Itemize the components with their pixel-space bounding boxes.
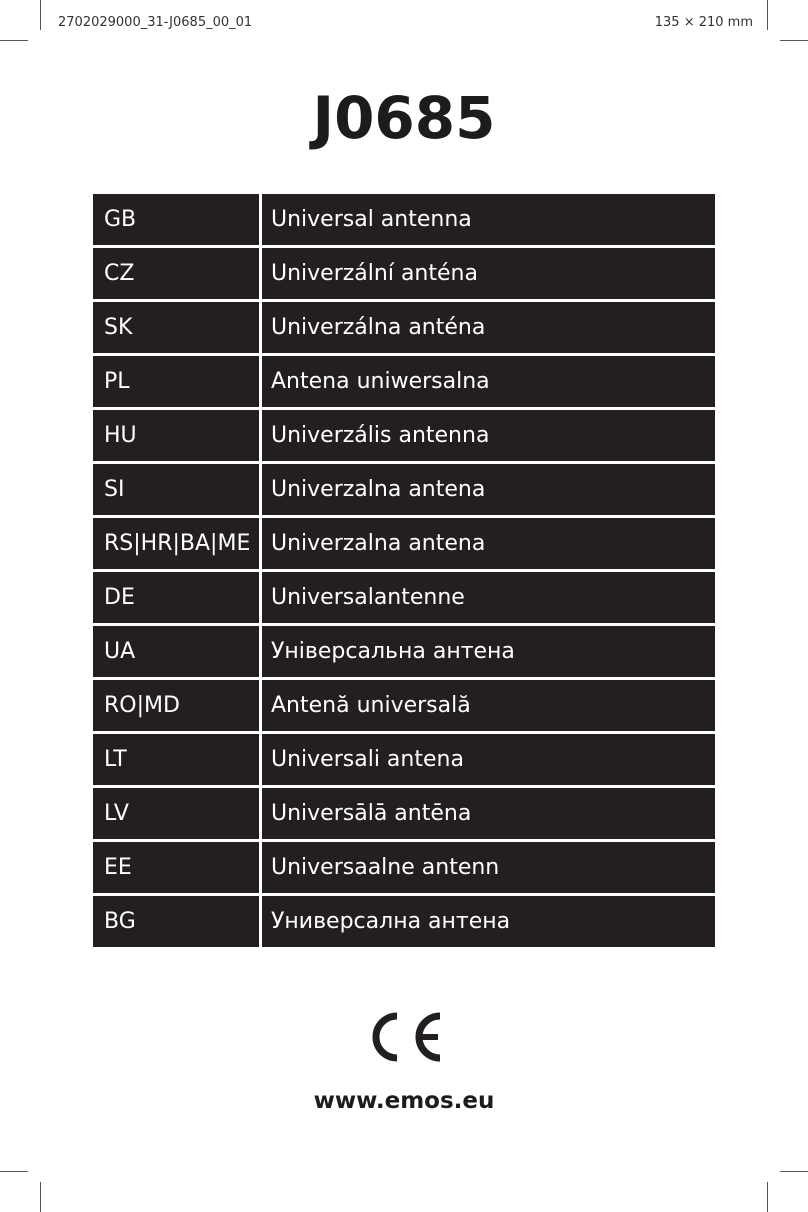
product-name: Universalantenne [262, 572, 715, 623]
product-name: Univerzalna antena [262, 464, 715, 515]
crop-mark-top-left-vertical [40, 0, 41, 30]
table-row [93, 572, 715, 626]
website-link[interactable]: www.emos.eu [313, 1088, 495, 1114]
language-code: EE [93, 842, 259, 893]
crop-mark-bottom-right-horizontal [780, 1171, 808, 1172]
language-code: BG [93, 896, 259, 947]
product-name: Universali antena [262, 734, 715, 785]
ce-mark-icon [364, 1010, 444, 1064]
table-row [93, 788, 715, 842]
table-row [93, 896, 715, 950]
product-name: Antena uniwersalna [262, 356, 715, 407]
crop-mark-top-right-vertical [767, 0, 768, 30]
table-row [93, 680, 715, 734]
language-code: PL [93, 356, 259, 407]
model-title: J0685 [312, 84, 496, 152]
table-row [93, 464, 715, 518]
product-name: Universaalne antenn [262, 842, 715, 893]
language-code: HU [93, 410, 259, 461]
language-code: CZ [93, 248, 259, 299]
product-name: Універсальна антена [262, 626, 715, 677]
table-row [93, 248, 715, 302]
product-name: Универсална антена [262, 896, 715, 947]
crop-mark-bottom-right-vertical [767, 1182, 768, 1212]
table-row [93, 842, 715, 896]
language-code: SI [93, 464, 259, 515]
table-row [93, 410, 715, 464]
table-row [93, 626, 715, 680]
language-code: GB [93, 194, 259, 245]
product-name: Universālā antēna [262, 788, 715, 839]
table-row [93, 302, 715, 356]
language-code: RO|MD [93, 680, 259, 731]
product-name: Universal antenna [262, 194, 715, 245]
language-code: LT [93, 734, 259, 785]
language-code: UA [93, 626, 259, 677]
table-row [93, 734, 715, 788]
language-code: RS|HR|BA|ME [93, 518, 259, 569]
crop-mark-top-right-horizontal [780, 40, 808, 41]
product-name: Univerzális antenna [262, 410, 715, 461]
table-row [93, 194, 715, 248]
product-name: Univerzalna antena [262, 518, 715, 569]
document-code: 2702029000_31-J0685_00_01 [58, 15, 253, 30]
language-table [93, 194, 715, 950]
language-code: DE [93, 572, 259, 623]
product-name: Antenă universală [262, 680, 715, 731]
crop-mark-top-left-horizontal [0, 40, 28, 41]
product-name: Univerzální anténa [262, 248, 715, 299]
page-size: 135 × 210 mm [654, 15, 753, 30]
crop-mark-bottom-left-vertical [40, 1182, 41, 1212]
product-name: Univerzálna anténa [262, 302, 715, 353]
crop-mark-bottom-left-horizontal [0, 1171, 28, 1172]
table-row [93, 518, 715, 572]
language-code: SK [93, 302, 259, 353]
language-code: LV [93, 788, 259, 839]
table-row [93, 356, 715, 410]
